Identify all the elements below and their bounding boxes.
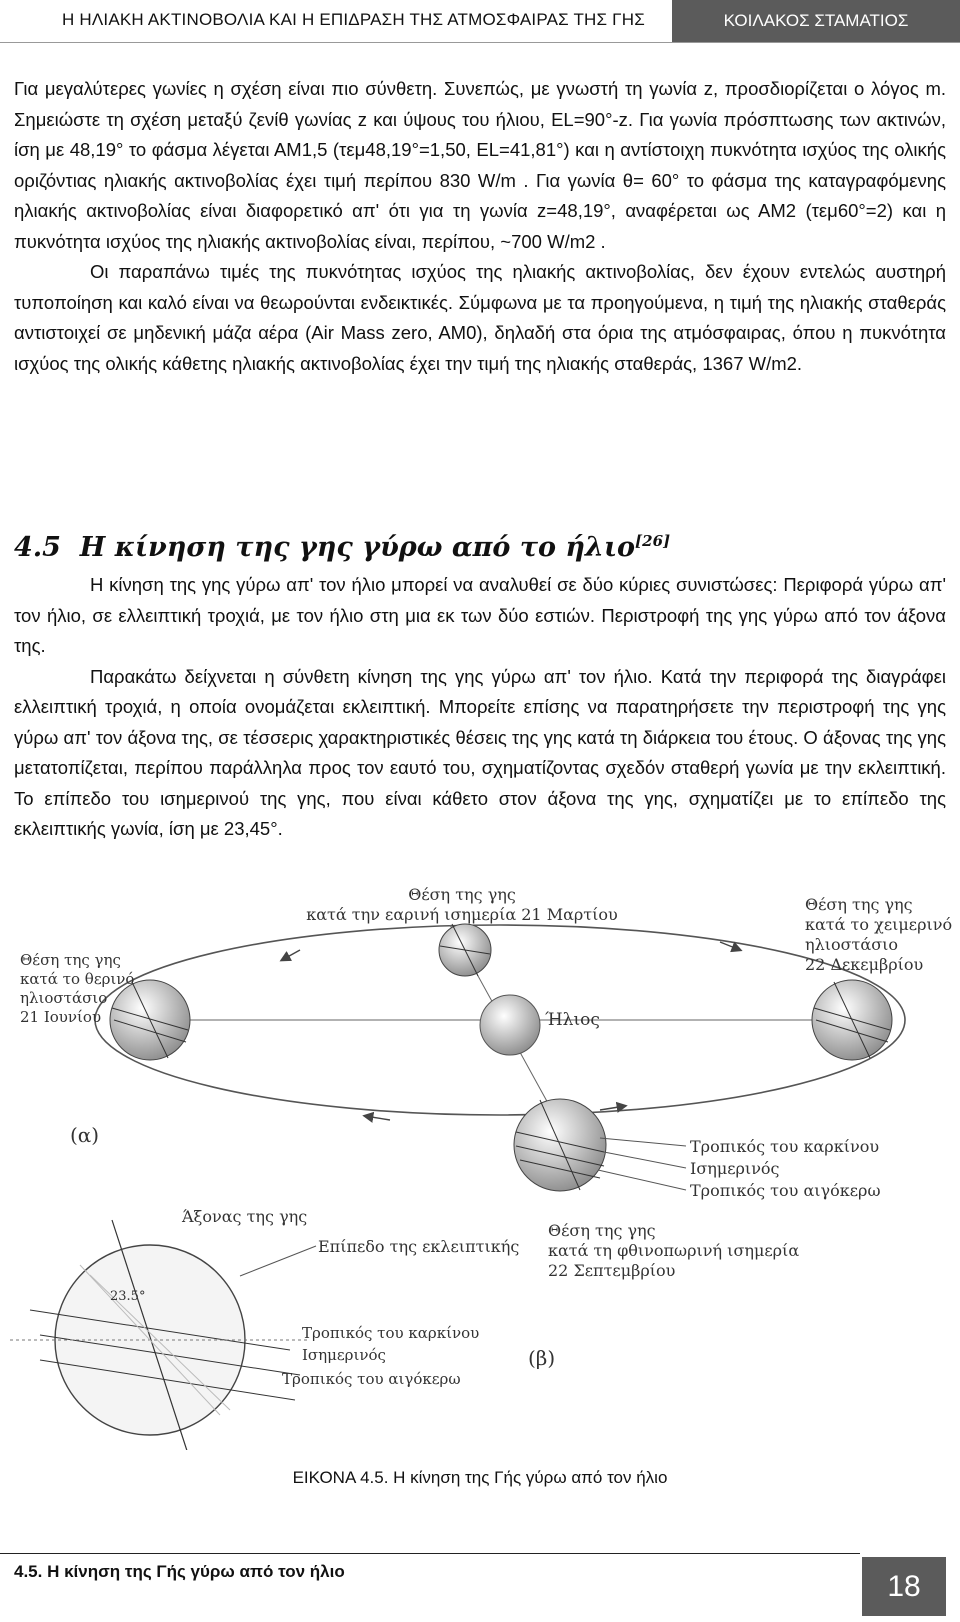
spring-label-2: κατά την εαρινή ισημερία 21 Μαρτίου <box>306 905 618 924</box>
orbit-arrow <box>282 950 300 960</box>
winter-label-3: ηλιοστάσιο <box>805 935 899 954</box>
author-box: ΚΟΙΛΑΚΟΣ ΣΤΑΜΑΤΙΟΣ <box>672 0 960 42</box>
autumn-label-2: κατά τη φθινοπωρινή ισημερία <box>548 1241 800 1260</box>
earth-spring <box>439 924 491 976</box>
section-reference: [26] <box>635 532 671 550</box>
orbit-arrow <box>600 1106 625 1110</box>
sun-globe <box>480 995 540 1055</box>
label-b: (β) <box>528 1346 556 1370</box>
orbit-diagram <box>0 880 960 1450</box>
legend-a-cancer: Τροπικός του καρκίνου <box>690 1137 880 1156</box>
earth-large <box>10 1220 310 1450</box>
label-a: (α) <box>70 1123 100 1147</box>
earth-autumn <box>514 1099 606 1191</box>
section-text <box>14 570 946 845</box>
summer-label-2: κατά το θερινό <box>20 970 135 988</box>
autumn-label-3: 22 Σεπτεμβρίου <box>548 1261 676 1280</box>
sun-label: Ήλιος <box>545 1010 600 1030</box>
earth-summer <box>110 980 190 1060</box>
document-title: Η ΗΛΙΑΚΗ ΑΚΤΙΝΟΒΟΛΙΑ ΚΑΙ Η ΕΠΙΔΡΑΣΗ ΤΗΣ ΑΤΜΟΣΦΑΙΡΑΣ ΤΗΣ ΓΗΣ <box>62 10 645 29</box>
autumn-label-1: Θέση της γης <box>548 1221 656 1240</box>
legend-a-equator: Ισημερινός <box>690 1159 780 1178</box>
legend-b-equator: Ισημερινός <box>302 1346 386 1364</box>
summer-label-1: Θέση της γης <box>20 951 121 969</box>
footer-title: 4.5. Η κίνηση της Γής γύρω από τον ήλιο <box>14 1562 345 1581</box>
winter-label-1: Θέση της γης <box>805 895 913 914</box>
spring-label-1: Θέση της γης <box>408 885 516 904</box>
paragraph-3: Η κίνηση της γης γύρω απ' τον ήλιο μπορεί να αναλυθεί σε δύο κύριες συνιστώσες: Περιφορά γύρω απ' τον ήλιο, σε ελλειπτική τροχιά, με τον ήλιο στη μια εκ των δύο εστιών. Περιστροφή της γης γύρω από τον άξονα της. <box>14 574 946 656</box>
paragraph-4: Παρακάτω δείχνεται η σύνθετη κίνηση της γης γύρω απ' τον ήλιο. Κατά την περιφορά της διαγράφει ελλειπτική τροχιά, η οποία ονομάζεται εκλειπτική. Μπορείτε επίσης να παρατηρήσετε την περιστροφή της γης γύρω απ' τον άξονα της, σε τέσσερις χαρακτηριστικές θέσεις της γης κατά τη διάρκεια του έτους. Ο άξονας της γης μετατοπίζεται, περίπου παράλληλα προς τον εαυτό του, σχηματίζοντας σχεδόν σταθερή γωνία με την εκλειπτική. Το επίπεδο του ισημερινού της γης, που είναι κάθετο στον άξονα της γης, σχηματίζει με το επίπεδο της εκλειπτικής γωνία, ίση με 23,45°. <box>14 665 946 839</box>
tilt-angle: 23.5° <box>110 1289 146 1304</box>
summer-label-3: ηλιοστάσιο <box>20 989 108 1007</box>
leader-line <box>600 1138 686 1146</box>
section-heading <box>14 532 670 563</box>
legend-b-cancer: Τροπικός του καρκίνου <box>302 1324 480 1342</box>
figure-caption: ΕΙΚΟΝΑ 4.5. Η κίνηση της Γής γύρω από τον ήλιο <box>292 1468 668 1487</box>
earth-winter <box>812 980 892 1060</box>
page-header <box>0 0 960 42</box>
page-number: 18 <box>862 1557 946 1616</box>
section-title: Η κίνηση της γης γύρω από το ήλιο <box>79 532 636 563</box>
winter-label-2: κατά το χειμερινό <box>805 915 953 934</box>
summer-label-4: 21 Ιουνίου <box>20 1008 102 1026</box>
paragraph-2: Οι παραπάνω τιμές της πυκνότητας ισχύος της ηλιακής ακτινοβολίας, δεν έχουν εντελώς αυστηρή τυποποίηση και καλό είναι να θεωρούνται ενδεικτικές. Σύμφωνα με τα προηγούμενα, η τιμή της ηλιακής σταθεράς αντιστοιχεί σε μηδενική μάζα αέρα (Air Mass zero, AM0), δηλαδή στα όρια της ατμόσφαιρας, όπου η πυκνότητα ισχύος της ολικής κάθετης ηλιακής ακτινοβολίας έχει την τιμή της ηλιακής σταθεράς, 1367 W/m2. <box>14 261 946 374</box>
leader-line <box>240 1246 316 1276</box>
legend-b-capricorn: Τροπικός του αιγόκερω <box>282 1370 461 1388</box>
legend-a-capricorn: Τροπικός του αιγόκερω <box>690 1181 881 1200</box>
footer-divider <box>0 1553 860 1554</box>
winter-label-4: 22 Δεκεμβρίου <box>805 955 924 974</box>
intro-text <box>14 74 946 379</box>
paragraph-1: Για μεγαλύτερες γωνίες η σχέση είναι πιο σύνθετη. Συνεπώς, με γνωστή τη γωνία z, προσδιορίζεται ο λόγος m. Σημειώστε τη σχέση μεταξύ ζενίθ γωνίας z και ύψους του ήλιου, EL=90°-z. Για γωνία πρόσπτωσης των ακτινών, ίση με 48,19° το φάσμα λέγεται ΑΜ1,5 (τεμ48,19°=1,50, EL=41,81°) και η αντίστοιχη πυκνότητα ισχύος της ολικής οριζόντιας ηλιακής ακτινοβολίας έχει τιμή περίπου 830 W/m . Για γωνία θ= 60° το φάσμα της καταγραφόμενης ηλιακής ακτινοβολίας είναι διαφορετικό απ' ότι για τη γωνία z=48,19°, αναφέρεται ως ΑΜ2 (τεμ60°=2) και η πυκνότητα ισχύος της ηλιακής ακτινοβολίας είναι, περίπου, ~700 W/m2 . <box>14 78 946 252</box>
leader-line <box>604 1152 686 1168</box>
axis-label: Άξονας της γης <box>182 1207 308 1226</box>
section-number: 4.5 <box>14 532 61 563</box>
leader-line <box>598 1170 686 1190</box>
orbit-arrow <box>365 1116 390 1120</box>
header-divider <box>0 42 960 43</box>
plane-label: Επίπεδο της εκλειπτικής <box>318 1237 520 1256</box>
earth-orbit-figure <box>0 880 960 1450</box>
